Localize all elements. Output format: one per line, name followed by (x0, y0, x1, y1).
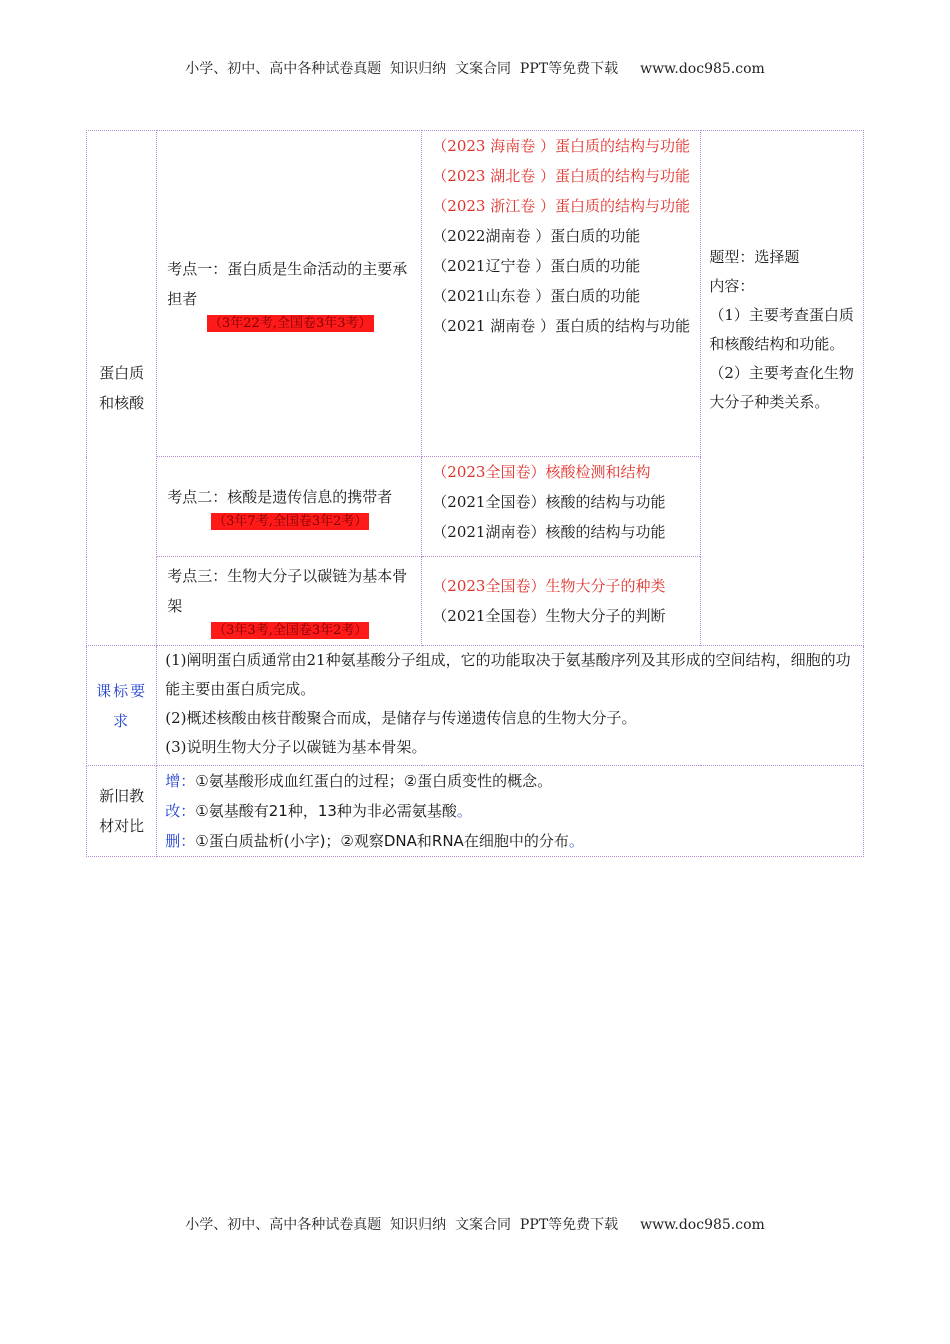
ref-item: （2023全国卷）核酸检测和结构 (432, 463, 651, 481)
delete-text: ①蛋白质盐析(小字)；②观察DNA和RNA在细胞中的分布 (195, 832, 569, 850)
standards-cell (157, 646, 864, 766)
standard-item-1: (1)阐明蛋白质通常由21种氨基酸分子组成，它的功能取决于氨基酸序列及其形成的空间结构，细胞的功能主要由蛋白质完成。 (165, 651, 851, 698)
compare-delete (165, 826, 857, 856)
kp2-refs (422, 457, 701, 557)
kp3-refs (422, 557, 701, 646)
compare-cell (157, 766, 864, 857)
page-header (0, 58, 950, 78)
change-end: 。 (456, 802, 472, 820)
kp3-cell (157, 557, 422, 646)
kp2-tag: （3年7考,全国卷3年2考） (213, 513, 368, 529)
kp1-cell (157, 131, 422, 457)
compare-change (165, 796, 857, 826)
ref-item: （2021 湖南卷 ）蛋白质的结构与功能 (432, 317, 690, 335)
footer-site: www.doc985.com (640, 1217, 765, 1233)
delete-end: 。 (568, 832, 584, 850)
kp1-title: 考点一：蛋白质是生命活动的主要承担者 (167, 259, 408, 308)
content-item-1: （1）主要考查蛋白质和核酸结构和功能。 (709, 306, 854, 353)
question-type-cell (701, 131, 864, 646)
content-label: 内容： (709, 277, 755, 295)
change-label: 改： (165, 802, 196, 820)
ref-item: （2023 浙江卷 ）蛋白质的结构与功能 (432, 197, 690, 215)
ref-item: （2022湖南卷 ）蛋白质的功能 (432, 227, 641, 245)
kp3-tag: （3年3考,全国卷3年2考） (213, 623, 368, 638)
header-text: 小学、初中、高中各种试卷真题 知识归纳 文案合同 PPT等免费下载 (185, 61, 619, 77)
standards-label: 课标要求 (96, 681, 148, 730)
compare-add (165, 766, 857, 796)
delete-label: 删： (165, 832, 196, 850)
change-text: ①氨基酸有21种，13种为非必需氨基酸 (195, 802, 457, 820)
page-footer (0, 1214, 950, 1234)
kp1-refs (422, 131, 701, 457)
content-item-2: （2）主要考查化生物大分子种类关系。 (709, 364, 854, 411)
topic-cell (87, 131, 157, 646)
kp3-title: 考点三：生物大分子以碳链为基本骨架 (167, 567, 408, 615)
table-row (87, 646, 864, 766)
ref-item: （2021辽宁卷 ）蛋白质的功能 (432, 257, 641, 275)
add-text: ①氨基酸形成血红蛋白的过程；②蛋白质变性的概念。 (195, 772, 553, 790)
topic-label: 蛋白质和核酸 (99, 364, 145, 412)
ref-item: （2021山东卷 ）蛋白质的功能 (432, 287, 641, 305)
ref-item: （2021全国卷）生物大分子的判断 (432, 607, 666, 625)
add-label: 增： (165, 772, 196, 790)
ref-item: （2023全国卷）生物大分子的种类 (432, 577, 666, 595)
footer-text: 小学、初中、高中各种试卷真题 知识归纳 文案合同 PPT等免费下载 (185, 1217, 619, 1233)
standard-item-2: (2)概述核酸由核苷酸聚合而成，是储存与传递遗传信息的生物大分子。 (165, 709, 637, 727)
table-row (87, 131, 864, 457)
kp2-cell (157, 457, 422, 557)
header-site: www.doc985.com (640, 61, 765, 77)
ref-item: （2021全国卷）核酸的结构与功能 (432, 493, 666, 511)
table-row (87, 766, 864, 857)
question-type: 题型：选择题 (709, 248, 800, 266)
compare-label: 新旧教材对比 (99, 787, 145, 835)
ref-item: （2023 湖北卷 ）蛋白质的结构与功能 (432, 167, 690, 185)
ref-item: （2021湖南卷）核酸的结构与功能 (432, 523, 666, 541)
standard-item-3: (3)说明生物大分子以碳链为基本骨架。 (165, 738, 427, 756)
exam-table (86, 130, 864, 857)
compare-label-cell (87, 766, 157, 857)
kp2-title: 考点二：核酸是遗传信息的携带者 (167, 487, 393, 506)
kp1-tag: （3年22考,全国卷3年3考） (209, 315, 372, 331)
standards-label-cell (87, 646, 157, 766)
ref-item: （2023 海南卷 ）蛋白质的结构与功能 (432, 137, 690, 155)
